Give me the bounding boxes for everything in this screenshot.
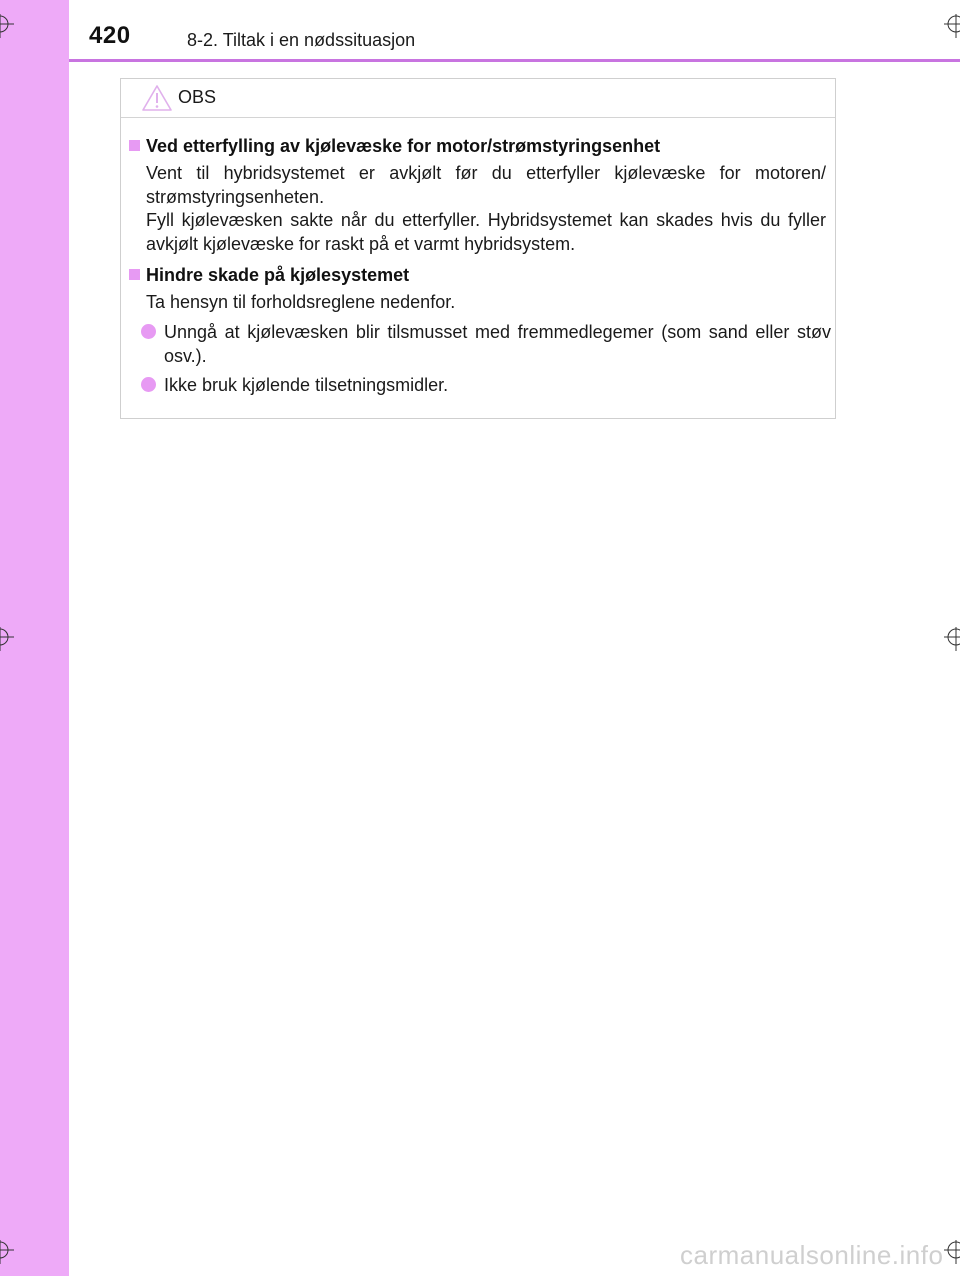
crop-mark-mid-left-icon: [0, 627, 14, 651]
warning-triangle-icon: [141, 84, 173, 117]
header-rule: [69, 59, 960, 62]
page-number: 420: [89, 22, 131, 49]
paragraph-wait-cool: Vent til hybridsystemet er avkjølt før du etterfyller kjølevæske for motoren/ strømstyringsenheten.: [146, 163, 826, 207]
crop-mark-bottom-left-icon: [0, 1240, 14, 1264]
caution-box: [120, 78, 836, 419]
crop-mark-mid-right-icon: [944, 627, 960, 651]
square-bullet-icon: [129, 269, 140, 280]
list-item: Ikke bruk kjølende tilsetningsmidler.: [141, 374, 831, 398]
caution-label: OBS: [178, 87, 217, 107]
paragraph-fill-slowly: Fyll kjølevæsken sakte når du etterfyller. Hybridsystemet kan skades hvis du fyller avkjølt kjølevæske for raskt på et varmt hybridsystem.: [146, 210, 826, 254]
paragraph-precautions-intro: Ta hensyn til forholdsreglene nedenfor.: [146, 292, 456, 312]
section-heading-coolant-refill: Ved etterfylling av kjølevæske for motor/strømstyringsenhet: [129, 136, 660, 157]
watermark-link[interactable]: carmanualsonline.info: [680, 1240, 944, 1270]
round-bullet-icon: [141, 377, 156, 392]
crop-mark-bottom-right-icon: [944, 1240, 960, 1264]
crop-mark-top-left-icon: [0, 14, 14, 38]
square-bullet-icon: [129, 140, 140, 151]
round-bullet-icon: [141, 324, 156, 339]
crop-mark-top-right-icon: [944, 14, 960, 38]
section-heading-prevent-damage: Hindre skade på kjølesystemet: [129, 265, 409, 286]
caution-header: [121, 79, 835, 118]
list-item: Unngå at kjølevæsken blir tilsmusset med fremmedlegemer (som sand eller støv osv.).: [141, 321, 831, 368]
section-title: 8-2. Tiltak i en nødssituasjon: [187, 30, 416, 50]
